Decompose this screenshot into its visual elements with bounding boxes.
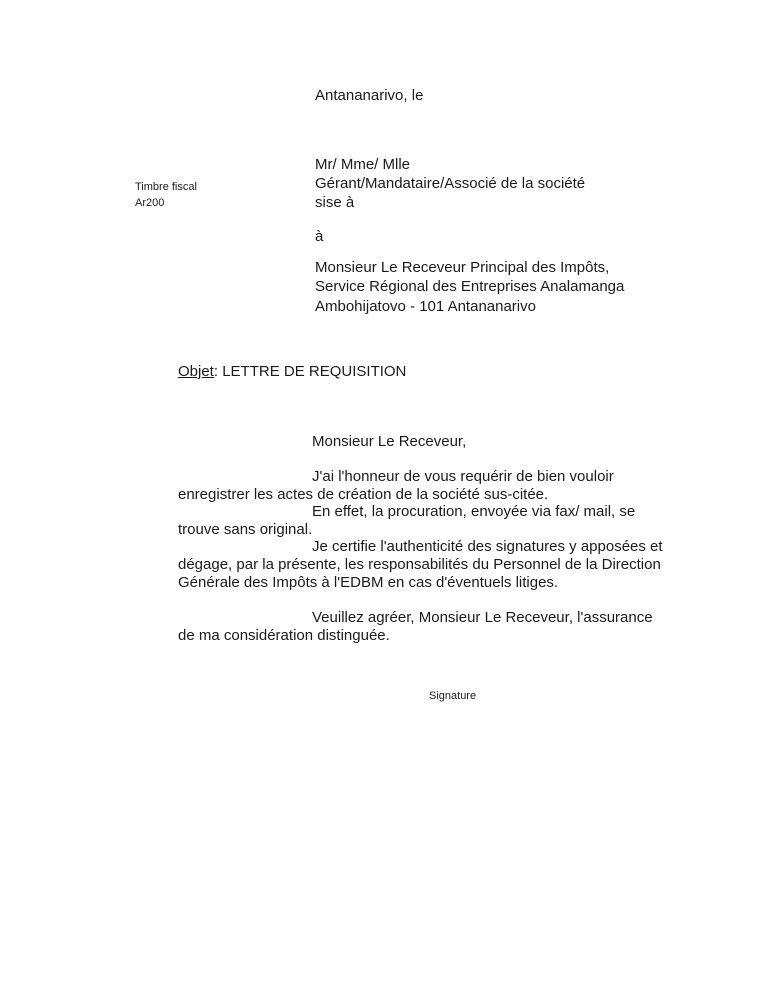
addressee-block <box>315 258 624 316</box>
subject-label: Objet <box>178 363 214 380</box>
addressee-name-line: Monsieur Le Receveur Principal des Impôts, <box>315 259 610 276</box>
body-paragraph-1: J'ai l'honneur de vous requérir de bien vouloir enregistrer les actes de création de la société sus-citée. <box>178 468 614 503</box>
fiscal-stamp-amount: Ar200 <box>135 197 165 209</box>
sender-title-line: Mr/ Mme/ Mlle <box>315 156 410 173</box>
date-line: Antananarivo, le <box>315 87 424 104</box>
fiscal-stamp-block <box>135 179 197 211</box>
letter-body <box>178 468 670 591</box>
fiscal-stamp-label: Timbre fiscal <box>135 181 197 193</box>
salutation: Monsieur Le Receveur, <box>312 433 467 450</box>
subject-title: LETTRE DE REQUISITION <box>222 363 407 380</box>
subject-separator: : <box>213 363 223 380</box>
body-paragraph-3: Je certifie l'authenticité des signatures y apposées et dégage, par la présente, les responsabilités du Personnel de la Direction Générale des Impôts à l'EDBM en cas d'éventuels litiges. <box>178 538 663 591</box>
addressee-service-line: Service Régional des Entreprises Analamanga <box>315 278 625 296</box>
closing-block <box>178 609 670 644</box>
closing-paragraph: Veuillez agréer, Monsieur Le Receveur, l'assurance de ma considération distinguée. <box>178 609 653 644</box>
body-paragraph-2: En effet, la procuration, envoyée via fax/ mail, se trouve sans original. <box>178 503 636 538</box>
addressee-city-line: Ambohijatovo - 101 Antananarivo <box>315 297 536 315</box>
sender-block <box>315 156 585 212</box>
signature-label: Signature <box>429 690 477 702</box>
sender-role-line: Gérant/Mandataire/Associé de la société <box>315 174 586 192</box>
to-particle: à <box>315 228 324 245</box>
subject-line <box>178 363 406 381</box>
sender-location-line: sise à <box>315 193 355 211</box>
